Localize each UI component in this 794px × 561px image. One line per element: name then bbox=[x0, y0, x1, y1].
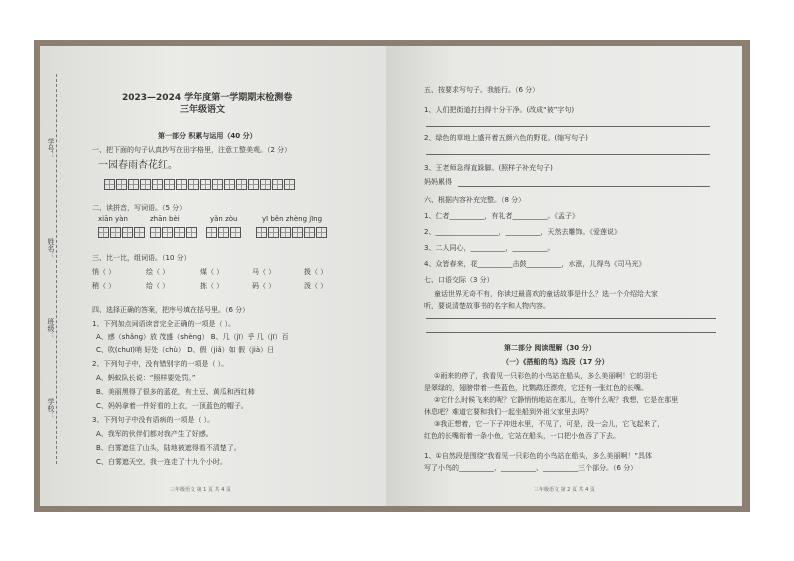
question-6-2: 2、__________________，__________，天然去雕饰。《爱莲说》 bbox=[424, 228, 621, 236]
reading-question-1a: 1、①自然段是围绕“我看见一只彩色的小鸟站在船头，多么美丽啊！”具体 bbox=[424, 452, 652, 460]
paragraph-1a: ①雨来的停了，我看见一只彩色的小鸟站在船头，多么美丽啊！它的羽毛 bbox=[434, 372, 658, 380]
compare-2b: 给（ ） bbox=[146, 282, 170, 290]
part1-heading: 第一部分 积累与运用（40 分） bbox=[158, 132, 257, 140]
question-4-1-options-cd: C、吹(chuī)哨 好处（chù） D、假（jiǎ）如 假（jià）日 bbox=[96, 346, 275, 354]
question-5: 五、按要求写句子。我能行。（6 分） bbox=[424, 86, 540, 94]
question-6-4: 4、众皆春来，花__________击鼓__________，水涨，儿得鸟《司马光》 bbox=[424, 260, 646, 268]
side-label-student-id: 学号： bbox=[47, 138, 55, 159]
question-1-sentence: 一园春雨杏花红。 bbox=[98, 160, 178, 171]
question-5-3-prompt: 妈妈累得 bbox=[424, 178, 452, 186]
reading-question-1b: 写了小鸟的__________、__________、__________三个部分。（6 分） bbox=[424, 464, 638, 472]
compare-3a: 煤（ ） bbox=[200, 268, 224, 276]
question-4-1-options-ab: A、感（shǎng）放 茂盛（shèng） B、几（jī）乎 几（jī）百 bbox=[96, 333, 289, 341]
question-7: 七、口语交际（3 分） bbox=[424, 276, 494, 284]
question-1: 一、把下面的句子认真抄写在田字格里，注意工整美观。（2 分） bbox=[92, 146, 292, 154]
question-2: 二、读拼音，写词语。（5 分） bbox=[92, 204, 187, 212]
question-4-1: 1、下列加点词语读音完全正确的一项是（ ）。 bbox=[92, 320, 236, 328]
question-4-3: 3、下列句子中没有语病的一项是（ ）。 bbox=[92, 416, 215, 424]
question-5-2: 2、绿色的草地上盛开着五颜六色的野花。(缩写句子) bbox=[424, 134, 588, 142]
compare-2a: 绘（ ） bbox=[146, 268, 170, 276]
left-page-footer: 三年级语文 第 1 页 共 4 页 bbox=[170, 487, 231, 493]
paragraph-2b: 休息吧？难道它要和我们一起坐船到外祖父家里去吗？ bbox=[424, 408, 592, 416]
binding-line bbox=[56, 74, 57, 464]
question-4-2-b: B、美丽黑得了很多的蓝花，有土豆、黄瓜和西红柿 bbox=[96, 388, 255, 396]
right-page bbox=[386, 46, 742, 506]
exam-subtitle: 三年级语文 bbox=[180, 105, 226, 115]
pinyin-1: xiān yàn bbox=[98, 215, 128, 223]
part2-heading: 第二部分 阅读理解（30 分） bbox=[504, 344, 596, 352]
side-label-school: 学校： bbox=[47, 398, 55, 419]
compare-4a: 马（ ） bbox=[252, 268, 276, 276]
compare-3b: 拣（ ） bbox=[200, 282, 224, 290]
pinyin-2: zhān bèi bbox=[150, 215, 180, 223]
paragraph-2a: ②它什么时候飞来的呢？它静悄悄地站在那儿，在等什么呢？我想，它是在那里 bbox=[434, 396, 679, 404]
pinyin-4: yī běn zhèng jīng bbox=[262, 215, 323, 223]
answer-line bbox=[458, 186, 710, 187]
side-label-class: 班级： bbox=[47, 318, 55, 339]
question-4-3-c: C、白雾遮天空，我一连走了十九个小时。 bbox=[96, 458, 227, 466]
compare-5b: 泼（ ） bbox=[304, 282, 328, 290]
answer-line bbox=[426, 126, 710, 127]
left-page bbox=[40, 46, 386, 506]
exam-title: 2023—2024 学年度第一学期期末检测卷 bbox=[122, 93, 293, 103]
question-6-3: 3、二人同心，__________，__________。 bbox=[424, 244, 555, 252]
question-6: 六、根据内容补充完整。（8 分） bbox=[424, 196, 526, 204]
paragraph-3a: ③我正想着，它一下子冲进水里，不见了，可是，没一会儿，它飞起来了， bbox=[434, 420, 665, 428]
question-3: 三、比一比，组词语。（10 分） bbox=[92, 254, 191, 262]
compare-1b: 稍（ ） bbox=[92, 282, 116, 290]
question-7-text-2: 听，要说清楚故事书的名字和人物内容。 bbox=[424, 302, 550, 310]
compare-4b: 码（ ） bbox=[252, 282, 276, 290]
side-label-name: 姓名： bbox=[47, 238, 55, 259]
answer-line bbox=[426, 332, 716, 333]
photo-background bbox=[34, 40, 750, 512]
question-7-text-1: 童话世界无奇不有，你读过最喜欢的童话故事是什么？选一个介绍给大家 bbox=[434, 290, 658, 298]
paragraph-3b: 红色的长嘴衔着一条小鱼，它站在船头，一口把小鱼吞了下去。 bbox=[424, 432, 620, 440]
compare-1a: 悄（ ） bbox=[92, 268, 116, 276]
pinyin-3: yǎn zòu bbox=[210, 215, 238, 223]
question-5-1: 1、人们把街道打扫得十分干净。(改成“被”字句) bbox=[424, 106, 575, 114]
question-4-2-a: A、蚂蚁队长说：“照样要处罚。” bbox=[96, 374, 196, 382]
reading-title: （一）《搭船的鸟》选段（17 分） bbox=[502, 358, 609, 366]
question-5-3: 3、王老师急得直跺脚。(照样子补充句子) bbox=[424, 164, 553, 172]
question-4-3-a: A、我军的伙伴们都对我产生了好感。 bbox=[96, 430, 213, 438]
answer-line bbox=[426, 318, 716, 319]
paragraph-1b: 是翠绿的，翅膀带着一些蓝色，比鹦鹉还漂亮，它还有一张红色的长嘴。 bbox=[424, 384, 648, 392]
compare-5a: 拨（ ） bbox=[304, 268, 328, 276]
question-6-1: 1、仁者__________，有礼者__________。《孟子》 bbox=[424, 212, 579, 220]
question-4-3-b: B、白雾遮住了山头，陆地被遮得看不清楚了。 bbox=[96, 444, 241, 452]
answer-line bbox=[426, 154, 710, 155]
question-4-2: 2、下列句子中，没有错别字的一项是（ ）。 bbox=[92, 360, 229, 368]
question-4-2-c: C、妈妈拿着一件好看的上衣，一顶蓝色的帽子。 bbox=[96, 402, 248, 410]
right-page-footer: 三年级语文 第 2 页 共 4 页 bbox=[534, 487, 595, 493]
question-4: 四、选择正确的答案，把序号填在括号里。（6 分） bbox=[92, 306, 250, 314]
